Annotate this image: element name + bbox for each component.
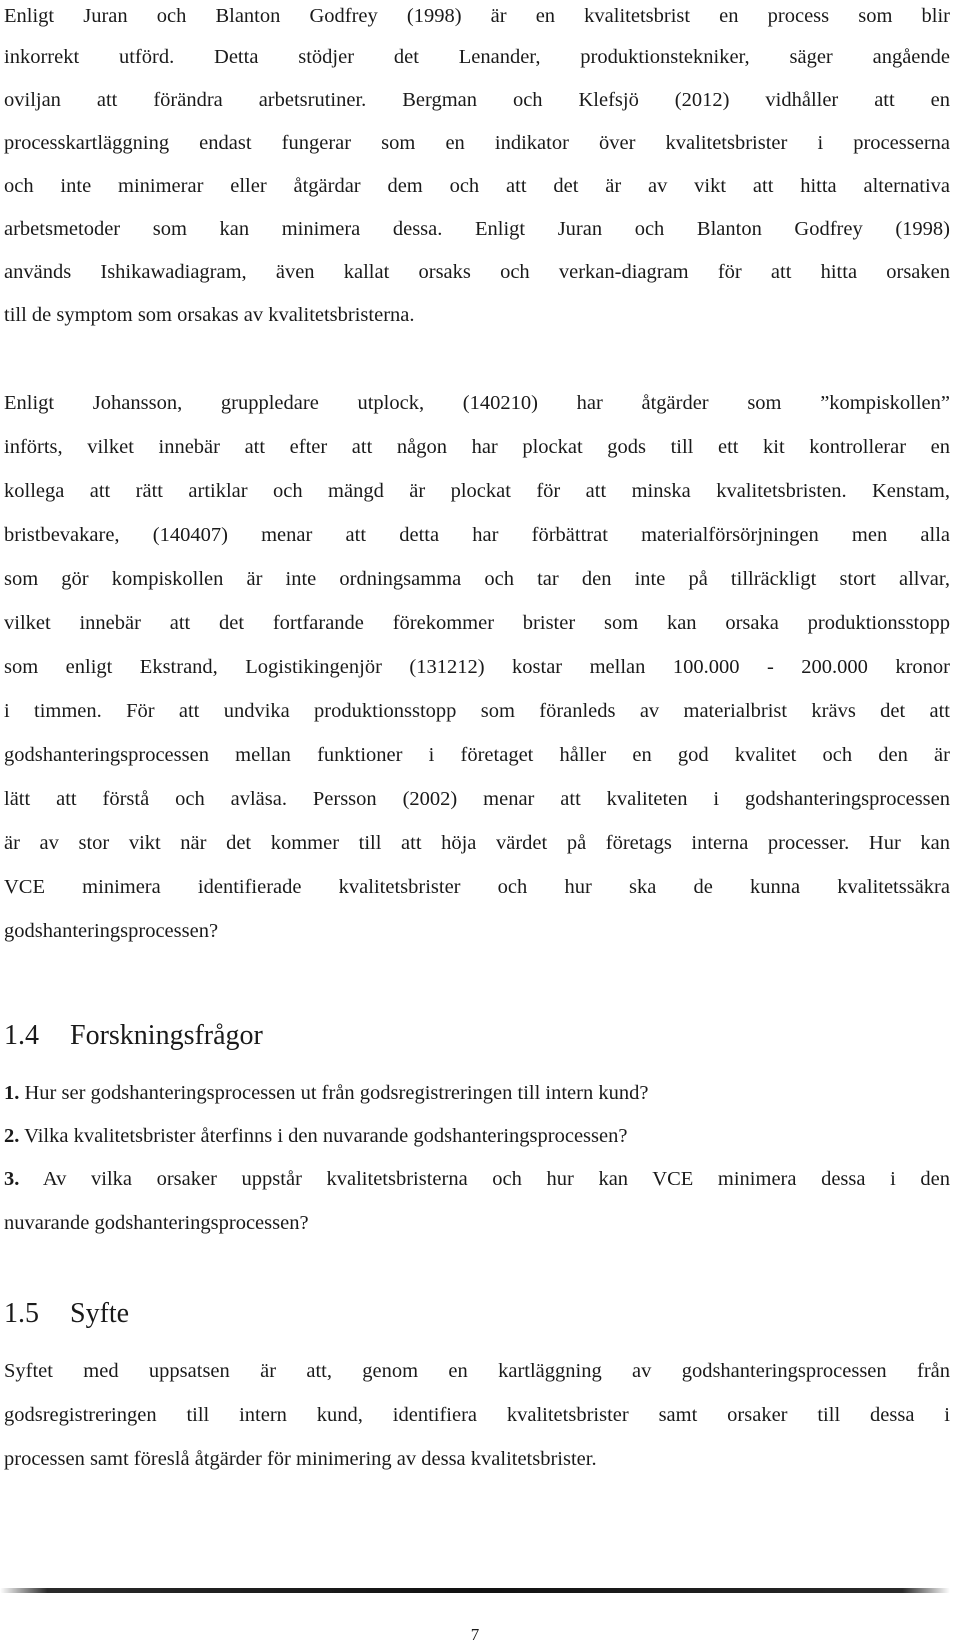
footer-divider	[0, 1588, 950, 1593]
paragraph-line: inkorrekt utförd. Detta stödjer det Lenander, produktionstekniker, säger angående	[4, 46, 950, 68]
paragraph-line: arbetsmetoder som kan minimera dessa. Enligt Juran och Blanton Godfrey (1998)	[4, 218, 950, 240]
paragraph-line: godshanteringsprocessen mellan funktioner i företaget håller en god kvalitet och den är	[4, 744, 950, 766]
paragraph-line: Enligt Juran och Blanton Godfrey (1998) är en kvalitetsbrist en process som blir	[4, 5, 950, 27]
paragraph-line: och inte minimerar eller åtgärdar dem och att det är av vikt att hitta alternativa	[4, 175, 950, 197]
question-number: 2.	[4, 1125, 20, 1147]
page-number: 7	[470, 1625, 480, 1644]
paragraph-line: i timmen. För att undvika produktionsstopp som föranleds av materialbrist krävs det att	[4, 700, 950, 722]
question-text: Vilka kvalitetsbrister återfinns i den nuvarande godshanteringsprocessen?	[19, 1125, 628, 1147]
question-text: Av vilka orsaker uppstår kvalitetsbristerna och hur kan VCE minimera dessa i den	[19, 1168, 950, 1190]
paragraph-line: vilket innebär att det fortfarande förekommer brister som kan orsaka produktionsstopp	[4, 612, 950, 634]
paragraph-line: godsregistreringen till intern kund, identifiera kvalitetsbrister samt orsaker till dessa i	[4, 1404, 950, 1426]
question-number: 3.	[4, 1168, 20, 1190]
section-number: 1.4	[4, 1020, 39, 1051]
research-question	[4, 1163, 950, 1195]
paragraph-line: VCE minimera identifierade kvalitetsbrister och hur ska de kunna kvalitetssäkra	[4, 876, 950, 898]
paragraph-line: används Ishikawadiagram, även kallat orsaks och verkan-diagram för att hitta orsaken	[4, 261, 950, 283]
paragraph-line: som gör kompiskollen är inte ordningsamma och tar den inte på tillräckligt stort allvar,	[4, 568, 950, 590]
section-heading-syfte	[4, 1294, 129, 1334]
paragraph-line: Enligt Johansson, gruppledare utplock, (140210) har åtgärder som ”kompiskollen”	[4, 392, 950, 414]
paragraph-line: lätt att förstå och avläsa. Persson (2002) menar att kvaliteten i godshanteringsprocessen	[4, 788, 950, 810]
section-title: Syfte	[70, 1298, 130, 1329]
section-number: 1.5	[4, 1298, 39, 1329]
paragraph-line: införts, vilket innebär att efter att någon har plockat gods till ett kit kontrollerar en	[4, 436, 950, 458]
research-question	[4, 1120, 950, 1152]
paragraph-line: bristbevakare, (140407) menar att detta har förbättrat materialförsörjningen men alla	[4, 524, 950, 546]
question-text: Hur ser godshanteringsprocessen ut från godsregistreringen till intern kund?	[19, 1082, 649, 1104]
paragraph-line: oviljan att förändra arbetsrutiner. Bergman och Klefsjö (2012) vidhåller att en	[4, 89, 950, 111]
paragraph-line: kollega att rätt artiklar och mängd är plockat för att minska kvalitetsbristen. Kenstam,	[4, 480, 950, 502]
section-heading-forskningsfragor	[4, 1016, 263, 1056]
research-question-continuation: nuvarande godshanteringsprocessen?	[4, 1212, 309, 1234]
paragraph-line: är av stor vikt när det kommer till att höja värdet på företags interna processer. Hur kan	[4, 832, 950, 854]
paragraph-line: processkartläggning endast fungerar som en indikator över kvalitetsbrister i processerna	[4, 132, 950, 154]
question-number: 1.	[4, 1082, 20, 1104]
section-title: Forskningsfrågor	[70, 1020, 263, 1051]
paragraph-line: som enligt Ekstrand, Logistikingenjör (131212) kostar mellan 100.000 - 200.000 kronor	[4, 656, 950, 678]
paragraph-line: godshanteringsprocessen?	[4, 920, 219, 942]
paragraph-line: processen samt föreslå åtgärder för minimering av dessa kvalitetsbrister.	[4, 1448, 597, 1470]
paragraph-line: till de symptom som orsakas av kvalitetsbristerna.	[4, 304, 415, 326]
paragraph-line: Syftet med uppsatsen är att, genom en kartläggning av godshanteringsprocessen från	[4, 1360, 950, 1382]
research-question	[4, 1077, 950, 1109]
